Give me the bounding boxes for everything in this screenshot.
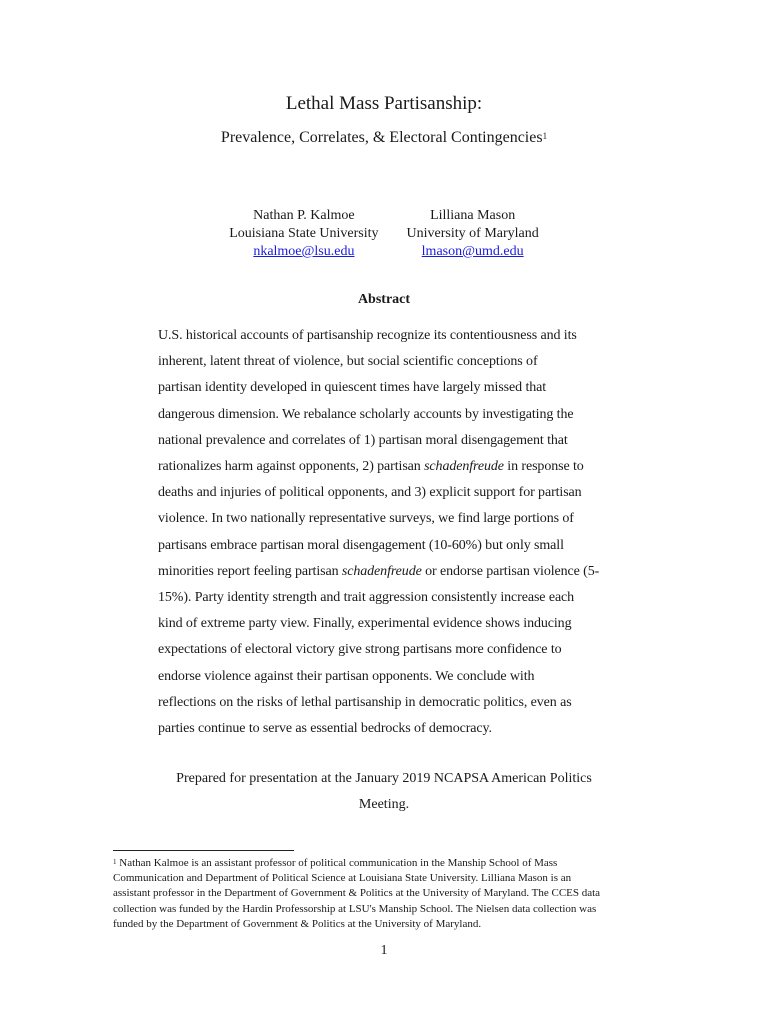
footnote-line: Communication and Department of Political Science at Louisiana State University. Lilliana Mason is an	[113, 872, 572, 885]
abstract-body	[158, 323, 610, 742]
author-kalmoe	[229, 207, 378, 261]
abstract-line: inherent, latent threat of violence, but social scientific conceptions of	[158, 354, 538, 370]
abstract-line: partisan identity developed in quiescent times have largely missed that	[158, 380, 547, 396]
italic-term: schadenfreude	[424, 459, 504, 475]
paper-subtitle	[0, 127, 768, 149]
abstract-line: reflections on the risks of lethal partisanship in democratic politics, even as	[158, 694, 572, 710]
abstract-line: 15%). Party identity strength and trait aggression consistently increase each	[158, 590, 575, 606]
author-mason	[407, 207, 539, 261]
abstract-line-text: rationalizes harm against opponents, 2) partisan	[158, 459, 425, 475]
author-name: Nathan P. Kalmoe	[253, 208, 355, 223]
abstract-line-text: or endorse partisan violence (5-	[421, 563, 600, 579]
abstract-line-text: in response to	[503, 459, 584, 475]
author-email-link[interactable]: nkalmoe@lsu.edu	[253, 244, 355, 259]
presentation-note: Prepared for presentation at the January 2019 NCAPSA American Politics Meeting.	[176, 771, 592, 812]
footnote-line	[113, 856, 663, 871]
abstract-line	[158, 559, 610, 585]
abstract-line: endorse violence against their partisan opponents. We conclude with	[158, 668, 535, 684]
footnote-line: collection was funded by the Hardin Professorship at LSU's Manship School. The Nielsen data collection was	[113, 902, 597, 915]
page-number: 1	[380, 943, 388, 958]
footnote-line: assistant professor in the Department of Government & Politics at the University of Maryland. The CCES data	[113, 887, 601, 900]
author-block	[0, 207, 768, 261]
abstract-line-text: minorities report feeling partisan	[158, 563, 342, 579]
author-name: Lilliana Mason	[430, 208, 516, 223]
footnote-marker: 1	[113, 858, 117, 866]
author-affiliation: Louisiana State University	[229, 226, 379, 241]
abstract-heading: Abstract	[357, 292, 411, 307]
subtitle-text: Prevalence, Correlates, & Electoral Contingencies	[220, 129, 543, 146]
subtitle-footnote-marker: 1	[542, 131, 548, 141]
italic-term: schadenfreude	[341, 563, 422, 579]
abstract-line: dangerous dimension. We rebalance scholarly accounts by investigating the	[158, 406, 574, 422]
abstract-line: parties continue to serve as essential bedrocks of democracy.	[158, 721, 492, 737]
footnote	[113, 856, 663, 932]
abstract-line: U.S. historical accounts of partisanship recognize its contentiousness and its	[158, 328, 577, 343]
footnote-divider	[113, 850, 294, 851]
author-affiliation: University of Maryland	[406, 226, 539, 241]
abstract-line: expectations of electoral victory give strong partisans more confidence to	[158, 642, 562, 658]
paper-title: Lethal Mass Partisanship:	[285, 93, 483, 114]
abstract-line: violence. In two nationally representative surveys, we find large portions of	[158, 511, 574, 527]
abstract-line: kind of extreme party view. Finally, experimental evidence shows inducing	[158, 616, 572, 632]
abstract-line: national prevalence and correlates of 1) partisan moral disengagement that	[158, 432, 568, 448]
abstract-line	[158, 454, 610, 480]
footnote-line-text: Nathan Kalmoe is an assistant professor of political communication in the Manship School of Mass	[116, 857, 558, 869]
abstract-line: deaths and injuries of political opponents, and 3) explicit support for partisan	[158, 485, 582, 501]
abstract-line: partisans embrace partisan moral disengagement (10-60%) but only small	[158, 537, 564, 553]
author-email-link[interactable]: lmason@umd.edu	[421, 244, 524, 259]
footnote-line: funded by the Department of Government & Politics at the University of Maryland.	[113, 917, 482, 930]
